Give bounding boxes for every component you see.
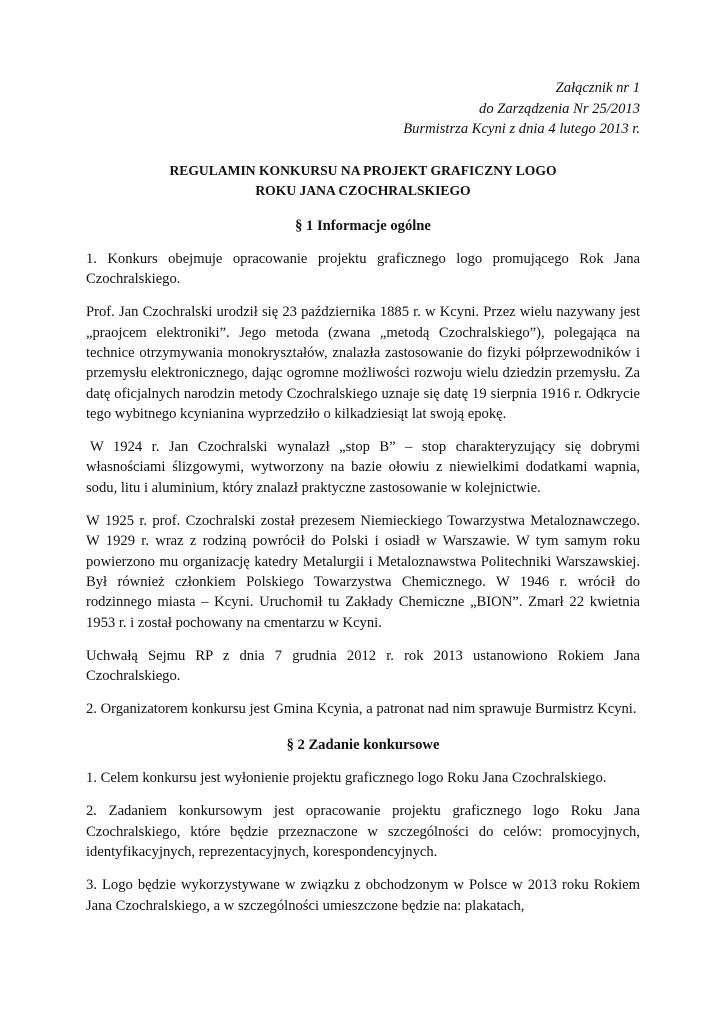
annex-header [86,78,640,140]
annex-line-3: Burmistrza Kcyni z dnia 4 lutego 2013 r. [403,121,640,137]
paragraph: Prof. Jan Czochralski urodził się 23 października 1885 r. w Kcyni. Przez wielu nazywany jest „praojcem elektroniki”. Jego metoda (zwana „metodą Czochralskiego”), polegająca na technice otrzymywania monokryształów, znalazła zastosowanie do fizyki półprzewodników i przemysłu elektronicznego, dając ogromne możliwości rozwoju wielu dziedzin przemysłu. Za datę oficjalnych narodzin metody Czochralskiego uznaje się datę 19 sierpnia 1916 r. Odkrycie tego wybitnego kcynianina wyprzedziło o kilkadziesiąt lat swoją epokę. [86,304,640,422]
document-title [86,161,640,201]
annex-line-1: Załącznik nr 1 [555,80,640,96]
document-page [86,78,640,929]
paragraph: W 1924 r. Jan Czochralski wynalazł „stop B” – stop charakteryzujący się dobrymi własnościami ślizgowymi, wytworzony na bazie ołowiu z niewielkimi dodatkami wapnia, sodu, litu i aluminium, który znalazł praktyczne zastosowanie w kolejnictwie. [86,439,640,496]
title-line-2: ROKU JANA CZOCHRALSKIEGO [255,182,471,198]
section-2-heading: § 2 Zadanie konkursowe [286,736,440,753]
paragraph: 2. Organizatorem konkursu jest Gmina Kcynia, a patronat nad nim sprawuje Burmistrz Kcyni. [86,701,637,718]
paragraph: 3. Logo będzie wykorzystywane w związku z obchodzonym w Polsce w 2013 roku Rokiem Jana Czochralskiego, a w szczególności umieszczone będzie na: plakatach, [86,877,640,914]
paragraph: 1. Celem konkursu jest wyłonienie projektu graficznego logo Roku Jana Czochralskiego. [86,770,607,787]
paragraph: 2. Zadaniem konkursowym jest opracowanie projektu graficznego logo Roku Jana Czochralskiego, które będzie przeznaczone w szczególności do celów: promocyjnych, identyfikacyjnych, reprezentacyjnych, korespondencyjnych. [86,803,640,860]
annex-line-2: do Zarządzenia Nr 25/2013 [479,100,640,117]
paragraph: Uchwałą Sejmu RP z dnia 7 grudnia 2012 r. rok 2013 ustanowiono Rokiem Jana Czochralskiego. [86,647,640,685]
section-1-heading: § 1 Informacje ogólne [295,217,431,234]
title-line-1: REGULAMIN KONKURSU NA PROJEKT GRAFICZNY LOGO [169,162,557,178]
paragraph: 1. Konkurs obejmuje opracowanie projektu graficznego logo promującego Rok Jana Czochralskiego. [86,250,640,288]
paragraph: W 1925 r. prof. Czochralski został prezesem Niemieckiego Towarzystwa Metaloznawczego. W 1929 r. wraz z rodziną powrócił do Polski i osiadł w Warszawie. W tym samym roku powierzono mu organizację katedry Metalurgii i Metaloznawstwa Politechniki Warszawskiej. Był również członkiem Polskiego Towarzystwa Chemicznego. W 1946 r. wrócił do rodzinnego miasta – Kcyni. Uruchomił tu Zakłady Chemiczne „BION”. Zmarł 22 kwietnia 1953 r. i został pochowany na cmentarzu w Kcyni. [86,513,640,631]
